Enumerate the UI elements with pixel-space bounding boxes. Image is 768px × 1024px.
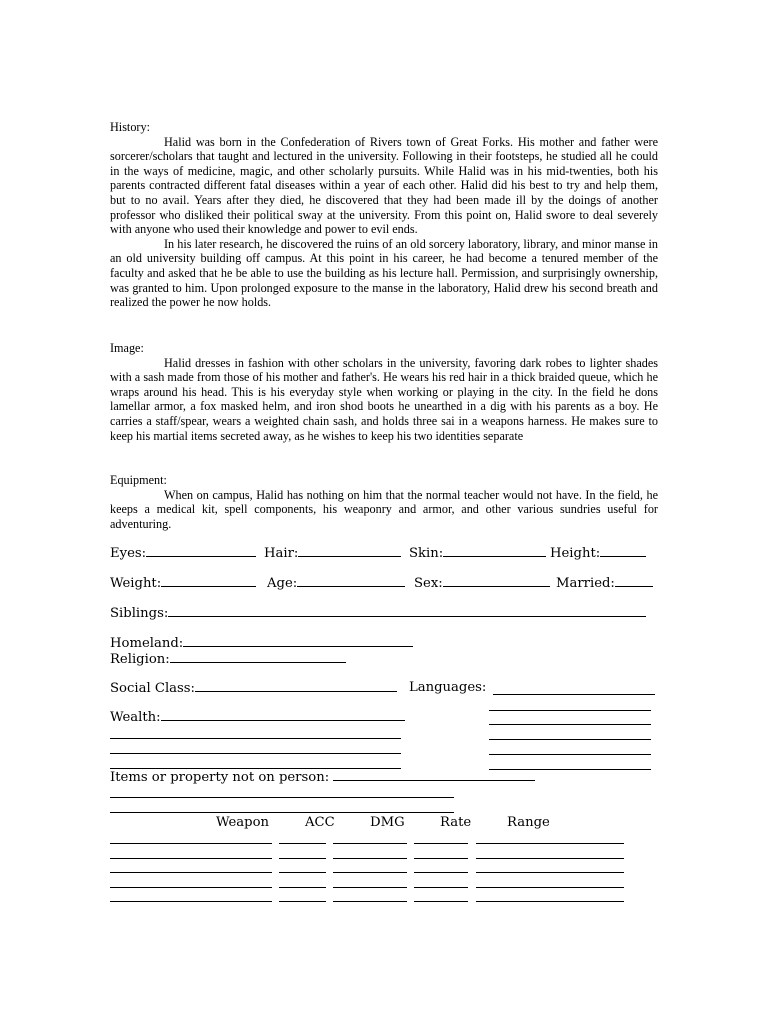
weight-label: Weight: xyxy=(110,576,162,591)
sex-blank[interactable] xyxy=(443,575,550,587)
weapon-row-3-weapon-blank[interactable] xyxy=(110,872,272,873)
height-field[interactable] xyxy=(550,545,646,561)
weapon-row-2-range-blank[interactable] xyxy=(476,858,624,859)
items-property-blank[interactable] xyxy=(333,769,535,781)
sex-label: Sex: xyxy=(414,576,443,591)
wealth-blank[interactable] xyxy=(161,709,405,721)
weapon-row-2-dmg-blank[interactable] xyxy=(333,858,407,859)
weapon-row-4-rate-blank[interactable] xyxy=(414,887,468,888)
weapon-row-5-acc-blank[interactable] xyxy=(279,901,326,902)
height-blank[interactable] xyxy=(600,545,646,557)
weight-blank[interactable] xyxy=(161,575,256,587)
eyes-field[interactable] xyxy=(110,545,256,561)
eyes-blank[interactable] xyxy=(146,545,256,557)
homeland-field[interactable] xyxy=(110,635,413,651)
married-field[interactable] xyxy=(556,575,653,591)
skin-field[interactable] xyxy=(409,545,546,561)
weapon-row-3-dmg-blank[interactable] xyxy=(333,872,407,873)
items-property-blank-3[interactable] xyxy=(110,812,454,813)
weapon-row-4-dmg-blank[interactable] xyxy=(333,887,407,888)
weapon-column-header: Weapon xyxy=(216,815,270,830)
homeland-blank[interactable] xyxy=(183,635,413,647)
items-property-label: Items or property not on person: xyxy=(110,770,330,785)
weight-field[interactable] xyxy=(110,575,256,591)
weapon-row-3-acc-blank[interactable] xyxy=(279,872,326,873)
weapon-row-2-rate-blank[interactable] xyxy=(414,858,468,859)
siblings-label: Siblings: xyxy=(110,606,169,621)
weapon-row-4-acc-blank[interactable] xyxy=(279,887,326,888)
equipment-paragraph: When on campus, Halid has nothing on him that the normal teacher would not have. In the field, he keeps a medical kit, spell components, his weaponry and armor, and other various sundries useful for adventuring. xyxy=(110,487,658,531)
items-property-field[interactable] xyxy=(110,769,535,785)
social-class-blank[interactable] xyxy=(195,680,397,692)
history-paragraph-1: Halid was born in the Confederation of Rivers town of Great Forks. His mother and father were sorcerer/scholars that taught and lectured in the university. Following in their footsteps, he studied all he could in the ways of medicine, magic, and other scholarly pursuits. While Halid was in his mid-twenties, both his parents contracted different fatal diseases within a year of each other. Halid did his best to try and help them, but to no avail. Years after they died, he discovered that they had been made ill by the doings of another professor who disliked their political sway at the university. From this point on, Halid swore to deal severely with anyone who used their knowledge and power to evil ends. xyxy=(110,134,658,237)
sex-field[interactable] xyxy=(414,575,550,591)
range-column-header: Range xyxy=(507,815,550,830)
rate-column-header: Rate xyxy=(440,815,472,830)
weapon-row-1-rate-blank[interactable] xyxy=(414,843,468,844)
languages-blank-4[interactable] xyxy=(489,739,651,740)
weapon-row-4-range-blank[interactable] xyxy=(476,887,624,888)
religion-field[interactable] xyxy=(110,651,346,667)
history-heading: History: xyxy=(110,120,150,134)
weapon-row-2-weapon-blank[interactable] xyxy=(110,858,272,859)
acc-column-header: ACC xyxy=(305,815,335,830)
languages-blank-1[interactable] xyxy=(493,694,655,695)
hair-label: Hair: xyxy=(264,546,299,561)
married-blank[interactable] xyxy=(615,575,653,587)
siblings-field[interactable] xyxy=(110,605,646,621)
weapon-row-3-rate-blank[interactable] xyxy=(414,872,468,873)
wealth-blank-3[interactable] xyxy=(110,753,401,754)
wealth-field[interactable] xyxy=(110,709,405,725)
hair-field[interactable] xyxy=(264,545,401,561)
languages-field[interactable] xyxy=(409,680,486,695)
homeland-label: Homeland: xyxy=(110,636,184,651)
skin-label: Skin: xyxy=(409,546,444,561)
age-label: Age: xyxy=(267,576,298,591)
weapon-row-1-range-blank[interactable] xyxy=(476,843,624,844)
social-class-label: Social Class: xyxy=(110,681,195,696)
languages-blank-2[interactable] xyxy=(489,710,651,711)
weapon-row-1-acc-blank[interactable] xyxy=(279,843,326,844)
image-heading: Image: xyxy=(110,341,144,355)
weapon-row-2-acc-blank[interactable] xyxy=(279,858,326,859)
image-section xyxy=(110,341,658,443)
equipment-section xyxy=(110,473,658,531)
languages-label: Languages: xyxy=(409,680,487,695)
dmg-column-header: DMG xyxy=(370,815,405,830)
weapon-row-4-weapon-blank[interactable] xyxy=(110,887,272,888)
skin-blank[interactable] xyxy=(443,545,546,557)
wealth-label: Wealth: xyxy=(110,710,161,725)
hair-blank[interactable] xyxy=(298,545,401,557)
age-blank[interactable] xyxy=(297,575,405,587)
age-field[interactable] xyxy=(267,575,405,591)
history-paragraph-2: In his later research, he discovered the ruins of an old sorcery laboratory, library, and minor manse in an old university building off campus. At this point in his career, he had become a tenured member of the faculty and asked that he be able to use the building as his lecture hall. Permission, and surprisingly ownership, was granted to him. Upon prolonged exposure to the manse in the laboratory, Halid drew his second breath and realized the power he now holds. xyxy=(110,236,658,310)
height-label: Height: xyxy=(550,546,601,561)
items-property-blank-2[interactable] xyxy=(110,797,454,798)
social-class-field[interactable] xyxy=(110,680,397,696)
weapon-row-5-weapon-blank[interactable] xyxy=(110,901,272,902)
weapon-row-1-dmg-blank[interactable] xyxy=(333,843,407,844)
weapon-row-5-dmg-blank[interactable] xyxy=(333,901,407,902)
religion-blank[interactable] xyxy=(170,651,346,663)
languages-blank-5[interactable] xyxy=(489,754,651,755)
siblings-blank[interactable] xyxy=(168,605,646,617)
eyes-label: Eyes: xyxy=(110,546,147,561)
married-label: Married: xyxy=(556,576,615,591)
languages-blank-3[interactable] xyxy=(489,724,651,725)
wealth-blank-2[interactable] xyxy=(110,738,401,739)
religion-label: Religion: xyxy=(110,652,170,667)
history-section xyxy=(110,120,658,310)
weapon-row-5-range-blank[interactable] xyxy=(476,901,624,902)
weapon-row-3-range-blank[interactable] xyxy=(476,872,624,873)
image-paragraph: Halid dresses in fashion with other scholars in the university, favoring dark robes to lighter shades with a sash made from those of his mother and father's. He wears his red hair in a thick braided queue, which he wraps around his head. This is his everyday style when working or playing in the city. In the field he dons lamellar armor, a fox masked helm, and iron shod boots he unearthed in a dig with his parents as a boy. He carries a staff/spear, wears a weighted chain sash, and holds three sai in a weapons harness. He makes sure to keep his martial items secreted away, as he wishes to keep his two identities separate xyxy=(110,355,658,443)
equipment-heading: Equipment: xyxy=(110,473,167,487)
weapon-row-5-rate-blank[interactable] xyxy=(414,901,468,902)
weapon-row-1-weapon-blank[interactable] xyxy=(110,843,272,844)
